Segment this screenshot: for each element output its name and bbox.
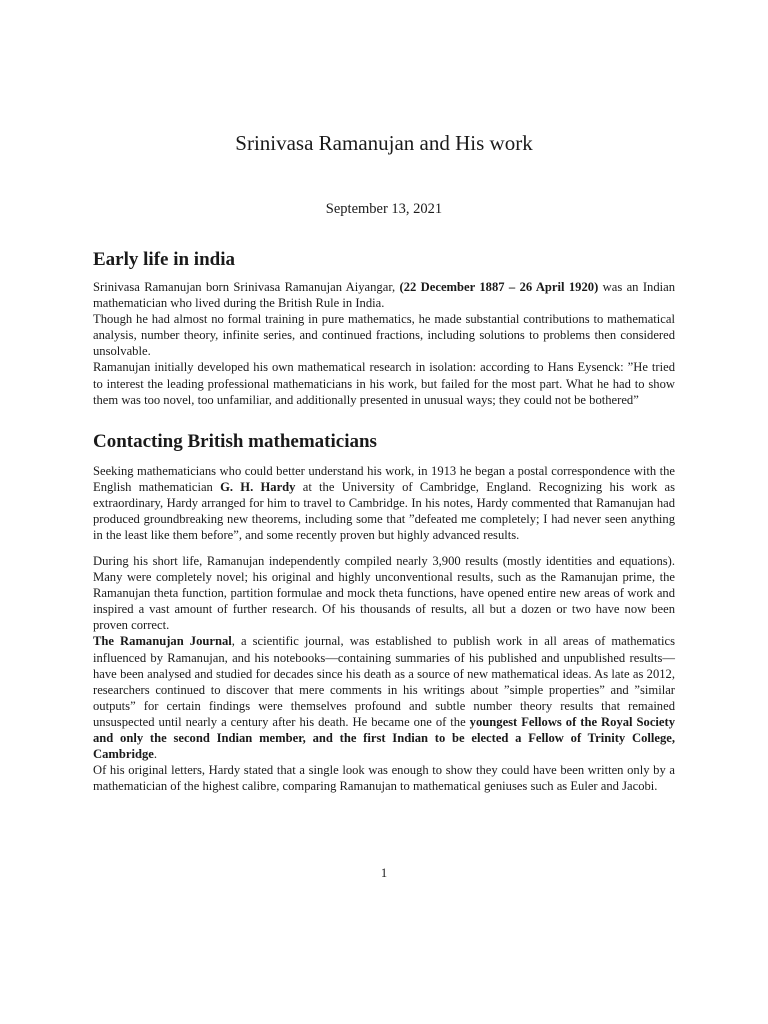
text-run: Seeking mathematicians who could better understand his work, in 1913 he began a postal correspondence with the English mathematician bbox=[93, 464, 675, 495]
text-run: Srinivasa Ramanujan born Srinivasa Ramanujan Aiyangar, bbox=[93, 280, 400, 294]
early-life-paragraph-2: Though he had almost no formal training in pure mathematics, he made substantial contributions to mathematical analysis, number theory, infinite series, and continued fractions, including solutions to problems then considered unsolvable. bbox=[93, 312, 675, 359]
early-life-paragraph-1 bbox=[93, 279, 675, 311]
text-run: , a scientific journal, was established to publish work in all areas of mathematics influenced by Ramanujan, and his notebooks—containing summaries of his published and unpublished results—have been analysed and studied for decades since his death as a source of new mathematical ideas. As late as 2012, researchers continued to discover that mere comments in his writings about ”simple properties” and ”similar outputs” for certain findings were themselves profound and subtle number theory results that remained unsuspected until nearly a century after his death. He became one of the bbox=[93, 634, 675, 729]
journal-name: The Ramanujan Journal bbox=[93, 634, 232, 649]
page-number: 1 bbox=[380, 866, 388, 880]
contacting-paragraph-3 bbox=[93, 633, 675, 762]
text-run: at the University of Cambridge, England. Recognizing his work as extraordinary, Hardy arranged for him to travel to Cambridge. In his notes, Hardy commented that Ramanujan had produced groundbreaking new theorems, including some that ”defeated me completely; I had never seen anything in the least like them before”, and some recently proven but highly advanced results. bbox=[93, 480, 676, 543]
early-life-text bbox=[93, 279, 675, 408]
section-heading-contacting: Contacting British mathematicians bbox=[93, 431, 377, 452]
early-life-paragraph-3: Ramanujan initially developed his own mathematical research in isolation: according to Hans Eysenck: ”He tried to interest the leading professional mathematicians in his work, but failed for the most part. What he had to show them was too novel, too unfamiliar, and additionally presented in unusual ways; they could not be bothered” bbox=[93, 360, 675, 407]
document-title: Srinivasa Ramanujan and His work bbox=[235, 131, 533, 155]
birth-death-dates: (22 December 1887 – 26 April 1920) bbox=[399, 280, 599, 294]
contacting-paragraph-2: During his short life, Ramanujan independently compiled nearly 3,900 results (mostly identities and equations). Many were completely novel; his original and highly unconventional results, such as the Ramanujan prime, the Ramanujan theta function, partition formulae and mock theta functions, have opened entire new areas of work and inspired a vast amount of further research. Of his thousands of results, all but a dozen or two have now been proven correct. bbox=[93, 554, 675, 633]
contacting-text bbox=[93, 553, 675, 794]
section-heading-early-life: Early life in india bbox=[93, 249, 235, 270]
hardy-name: G. H. Hardy bbox=[220, 480, 296, 495]
fellowship-text: youngest Fellows of the Royal Society and only the second Indian member, and the first Indian to be elected a Fellow of Trinity College, Cambridge bbox=[93, 714, 675, 762]
contacting-paragraph-4: Of his original letters, Hardy stated that a single look was enough to show they could have been written only by a mathematician of the highest calibre, comparing Ramanujan to mathematical geniuses such as Euler and Jacobi. bbox=[93, 763, 675, 794]
contacting-paragraph-1 bbox=[93, 463, 675, 543]
text-run: was an Indian mathematician who lived during the British Rule in India. bbox=[93, 280, 676, 311]
document-date: September 13, 2021 bbox=[325, 201, 443, 217]
text-run: . bbox=[153, 747, 158, 762]
